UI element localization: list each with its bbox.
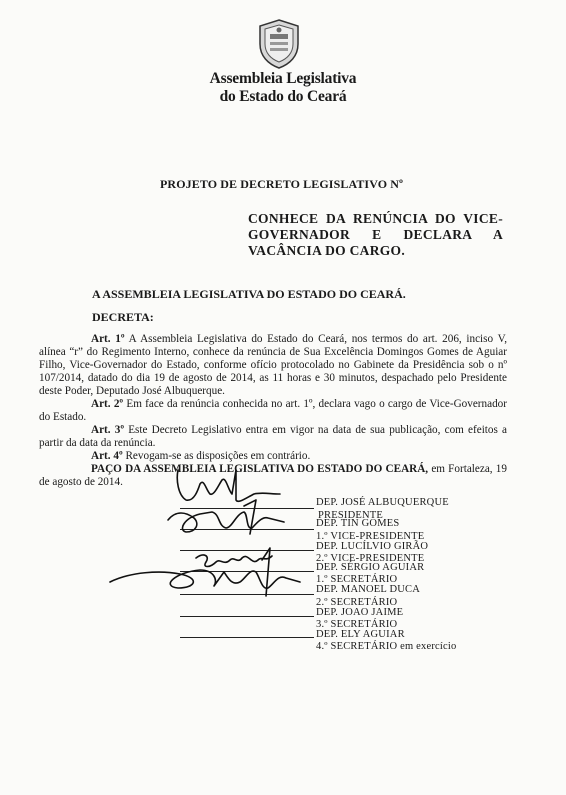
article-text: Revogam-se as disposições em contrário. xyxy=(122,450,311,462)
article-label: Art. 4º xyxy=(91,450,123,462)
article-text: A Assembleia Legislativa do Estado do Ceará, nos termos do art. 206, inciso V, alínea “r” do Regimento Interno, conhece da renúncia de Sua Excelência Domingos Gomes de Aguiar Filho, Vice-Governador do Estado, conforme ofício protocolado no Gabinete da Presidência sob o nº 107/2014, datado do dia 19 de agosto de 2014, as 11 horas e 30 minutos, despachado pelo Presidente deste Poder, Deputado José Albuquerque. xyxy=(39,333,508,397)
signatory-role: 4.º SECRETÁRIO em exercício xyxy=(316,641,457,652)
signature-scribble xyxy=(177,470,280,501)
ementa-text: CONHECE DA RENÚNCIA DO VICE-GOVERNADOR E DECLARA A xyxy=(248,211,503,242)
paco-label: PAÇO DA ASSEMBLEIA LEGISLATIVA DO ESTADO DO CEARÁ, xyxy=(91,463,429,475)
article-label: Art. 2º xyxy=(91,398,124,410)
article-label: Art. 1º xyxy=(91,333,125,345)
article-text: Este Decreto Legislativo entra em vigor na data de sua publicação, com efeitos a partir da data da renúncia. xyxy=(39,424,507,449)
article-label: Art. 3º xyxy=(91,424,125,436)
institution-name-line1: Assembleia Legislativa xyxy=(209,70,357,87)
signatory-role: 3.º SECRETÁRIO xyxy=(316,619,398,630)
ementa-last-line: VACÂNCIA DO CARGO. xyxy=(248,243,406,258)
institution-name-line2: do Estado do Ceará xyxy=(219,88,347,105)
signatory-role: 2.º SECRETÁRIO xyxy=(316,597,398,608)
signatory-role: PRESIDENTE xyxy=(318,510,383,521)
signatory-name: DEP. LUCÍLVIO GIRÃO xyxy=(316,541,429,552)
signatory-role: 2.º VICE-PRESIDENTE xyxy=(316,553,425,564)
signature-scribble xyxy=(196,555,272,566)
signatory-name: DEP. TIN GOMES xyxy=(316,518,400,529)
signatory-name: DEP. JOAO JAIME xyxy=(316,607,404,618)
signatory-role: 1.º SECRETÁRIO xyxy=(316,574,398,585)
signatory-role: 1.º VICE-PRESIDENTE xyxy=(316,531,425,542)
paco-text: em Fortaleza, 19 de agosto de 2014. xyxy=(39,463,507,488)
signature-scribble xyxy=(110,570,300,588)
signature-scribble xyxy=(262,548,270,596)
signatory-name: DEP. SÉRGIO AGUIAR xyxy=(316,562,425,573)
assembly-heading: A ASSEMBLEIA LEGISLATIVA DO ESTADO DO CEARÁ. xyxy=(92,287,406,301)
project-title: PROJETO DE DECRETO LEGISLATIVO Nº xyxy=(160,177,404,191)
decreta-heading: DECRETA: xyxy=(92,310,154,324)
signatory-name: DEP. MANOEL DUCA xyxy=(316,584,421,595)
signatory-name: DEP. JOSÉ ALBUQUERQUE xyxy=(316,497,449,508)
signatory-name: DEP. ELY AGUIAR xyxy=(316,629,405,640)
signature-scribble xyxy=(168,512,284,532)
article-text: Em face da renúncia conhecida no art. 1º, declara vago o cargo de Vice-Governador do Estado. xyxy=(39,398,507,423)
